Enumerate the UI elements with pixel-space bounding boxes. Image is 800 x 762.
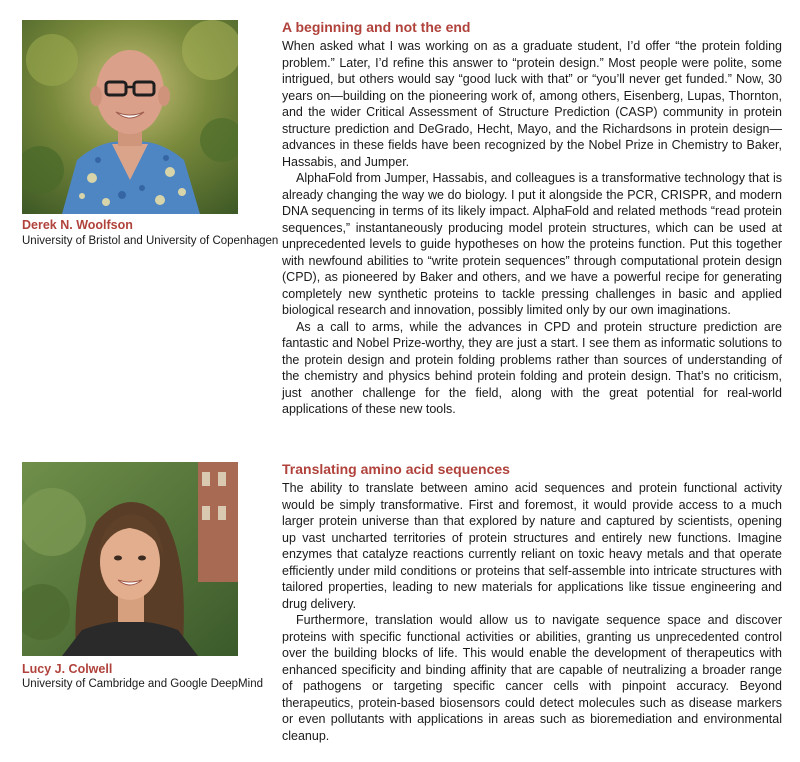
author-photo-colwell <box>22 462 238 656</box>
paragraph: As a call to arms, while the advances in CPD and protein structure prediction are fantastic and Nobel Prize-worthy, they are just a start. I see them as informatic solutions to the protein design and protein folding problems rather than sources of understanding of the chemistry and physics behind protein folding and protein design. That’s no criticism, just another challenge for the field, along with the great potential for real-world applications of these new tools. <box>282 319 782 416</box>
author-name: Derek N. Woolfson <box>22 218 133 232</box>
section-heading: Translating amino acid sequences <box>282 461 510 477</box>
essay-section-translating <box>282 461 782 744</box>
paragraph: Furthermore, translation would allow us to navigate sequence space and discover proteins with specific functional activities or abilities, granting us unprecedented control over the building blocks of life. This would enable the development of therapeutics with enhanced specificity and binding affinity that are capable of neutralizing a broader range of pathogens or targeting specific cancer cells with pinpoint accuracy. Beyond therapeutics, protein-based biosensors could detect molecules such as disease markers or even pollutants with applications in areas such as bioremediation and environmental cleanup. <box>282 613 782 743</box>
paragraph: AlphaFold from Jumper, Hassabis, and colleagues is a transformative technology that is already changing the way we do biology. I put it alongside the PCR, CRISPR, and modern DNA sequencing in terms of its likely impact. AlphaFold and related methods “read protein sequences,” instantaneously producing model protein structures, which can be used at unprecedented levels to guide hypotheses on how the proteins function. Put this together with newfound abilities to “write protein sequences” through computational protein design (CPD), as pioneered by Baker and others, and we have a powerful recipe for generating completely new synthetic proteins to tackle pressing challenges in basic and applied biological research and innovation, possibly limited only by our own imaginations. <box>282 171 782 317</box>
essay-section-beginning <box>282 19 782 418</box>
author-affiliation: University of Cambridge and Google DeepMind <box>22 678 263 690</box>
section-heading: A beginning and not the end <box>282 19 471 35</box>
paragraph: The ability to translate between amino acid sequences and protein functional activity would be simply transformative. First and foremost, it would provide access to a much larger protein universe than that explored by nature and captured by scientists, opening up vast uncharted territories of protein structures and entirely new functions. Imagine enzymes that catalyze reactions currently reliant on toxic heavy metals and that operate efficiently under mild conditions or proteins that self-assemble into intricate structures with tailored properties, leading to new materials for applications like tissue engineering and drug delivery. <box>282 481 782 611</box>
paragraph: When asked what I was working on as a graduate student, I’d offer “the protein folding problem.” Later, I’d refine this answer to “protein design.” Most people were polite, some intrigued, but others would say “good luck with that” or “you’ll never get funded.” Now, 30 years on—building on the pioneering work of, among others, Eisenberg, Lupas, Thornton, and the wider Critical Assessment of Structure Prediction (CASP) community in protein structure prediction and DeGrado, Hecht, Mayo, and the Richardsons in protein design—advances in these fields have been recognized by the Nobel Prize in Chemistry to Baker, Hassabis, and Jumper. <box>282 39 782 169</box>
author-photo-woolfson <box>22 20 238 214</box>
author-affiliation: University of Bristol and University of Copenhagen <box>22 235 279 247</box>
author-name: Lucy J. Colwell <box>22 662 113 676</box>
